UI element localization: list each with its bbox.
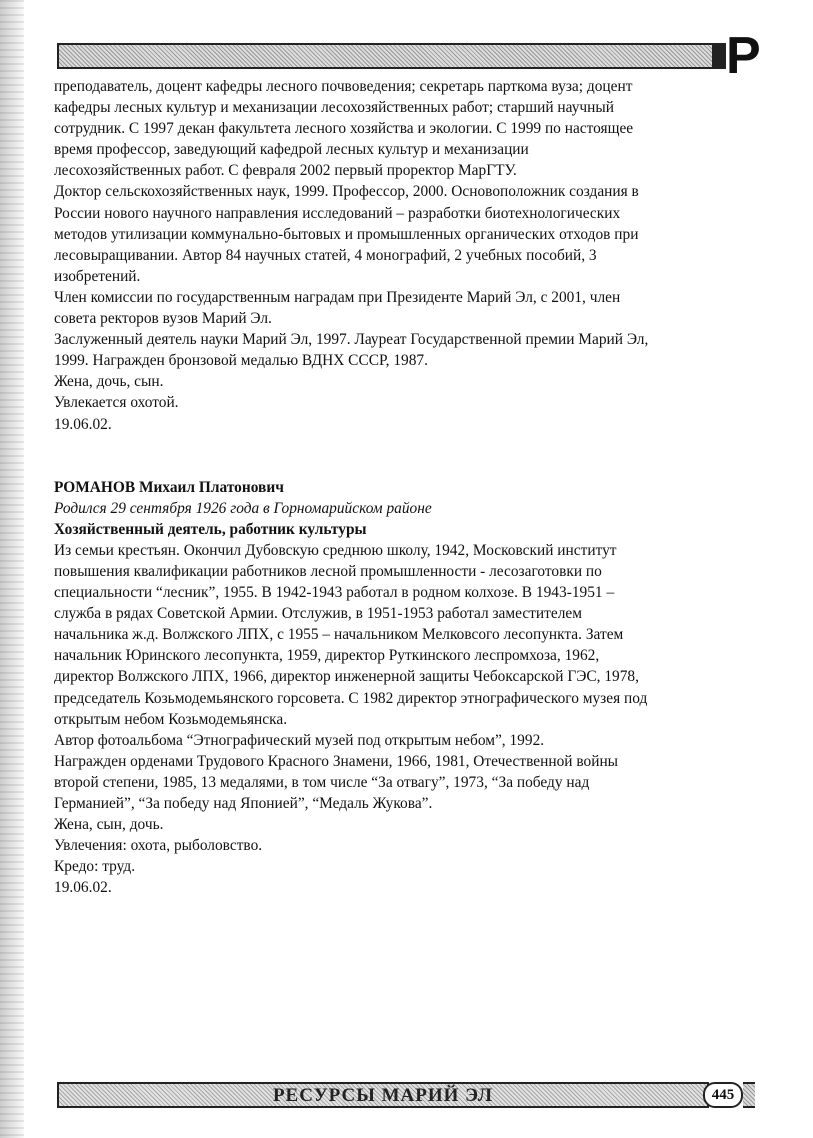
footer-band-cap — [743, 1082, 755, 1108]
entry-separator — [54, 456, 766, 477]
text-line: Жена, дочь, сын. — [54, 373, 164, 391]
text-line: Германией”, “За победу над Японией”, “Медаль Жукова”. — [54, 795, 433, 812]
text-line: открытым небом Козьмодемьянска. — [54, 710, 288, 728]
text-line: директор Волжского ЛПХ, 1966, директор инженерной защиты Чебоксарской ГЭС, 1978, — [54, 668, 639, 686]
text-line: совета ректоров вузов Марий Эл. — [54, 310, 272, 328]
text-line: методов утилизации коммунально-бытовых и промышленных органических отходов при — [54, 225, 639, 243]
text-line: Из семьи крестьян. Окончил Дубовскую среднюю школу, 1942, Московский институт — [54, 541, 617, 559]
text-line: председатель Козьмодемьянского горсовета. С 1982 директор этнографического музея под — [54, 689, 648, 707]
text-line: преподаватель, доцент кафедры лесного почвоведения; секретарь парткома вуза; доцент — [54, 78, 633, 95]
text-line: Доктор сельскохозяйственных наук, 1999. Профессор, 2000. Основоположник создания в — [54, 183, 639, 201]
text-line: второй степени, 1985, 13 медалями, в том числе “За отвагу”, 1973, “За победу над — [54, 773, 590, 791]
entry-separator — [54, 435, 766, 456]
header-band-cap — [712, 43, 726, 69]
text-line: Заслуженный деятель науки Марий Эл, 1997. Лауреат Государственной премии Марий Эл, — [54, 331, 649, 349]
text-line: повышения квалификации работников лесной промышленности - лесозаготовки по — [54, 562, 602, 580]
text-line: Жена, сын, дочь. — [54, 816, 164, 834]
text-line: лесохозяйственных работ. С февраля 2002 первый проректор МарГТУ. — [54, 162, 517, 180]
text-line: лесовыращивании. Автор 84 научных статей, 4 монографий, 2 учебных пособий, 3 — [54, 246, 597, 264]
text-line: начальника ж.д. Волжского ЛПХ, с 1955 – начальником Мелковсого лесопункта. Затем — [54, 626, 624, 644]
text-line: Увлечения: охота, рыболовство. — [54, 837, 263, 855]
text-line: 1999. Награжден бронзовой медалью ВДНХ СССР, 1987. — [54, 352, 428, 370]
text-line: изобретений. — [54, 267, 141, 285]
page-content — [54, 76, 766, 898]
entry-birth: Родился 29 сентября 1926 года в Горномарийском районе — [54, 499, 432, 517]
text-line: 19.06.02. — [54, 415, 112, 433]
header-decorative-band — [57, 43, 720, 69]
text-line: Автор фотоальбома “Этнографический музей под открытым небом”, 1992. — [54, 731, 545, 749]
text-line: Увлекается охотой. — [54, 394, 179, 412]
entry-name: РОМАНОВ Михаил Платонович — [54, 478, 284, 496]
scan-edge-shadow — [0, 0, 24, 1138]
text-line: время профессор, заведующий кафедрой лесных культур и механизации — [54, 141, 529, 159]
text-line: сотрудник. С 1997 декан факультета лесного хозяйства и экологии. С 1999 по настоящее — [54, 120, 634, 138]
footer-title: РЕСУРСЫ МАРИЙ ЭЛ — [272, 1085, 494, 1106]
text-line: Кредо: труд. — [54, 858, 136, 876]
text-line: специальности “лесник”, 1955. В 1942-1943 работал в родном колхозе. В 1943-1951 – — [54, 584, 615, 602]
text-line: Член комиссии по государственным наградам при Президенте Марий Эл, с 2001, член — [54, 288, 621, 306]
biography-entry — [54, 477, 766, 899]
text-line: начальник Юринского лесопункта, 1959, директор Руткинского леспромхоза, 1962, — [54, 647, 600, 665]
entry-occupation: Хозяйственный деятель, работник культуры — [54, 520, 367, 538]
text-line: Награжден орденами Трудового Красного Знамени, 1966, 1981, Отечественной войны — [54, 752, 619, 770]
text-line: служба в рядах Советской Армии. Отслужив, в 1951-1953 работал заместителем — [54, 605, 582, 623]
page-number: 445 — [703, 1082, 743, 1108]
previous-entry-continuation — [54, 76, 766, 435]
text-line: кафедры лесных культур и механизации лесохозяйственных работ; старший научный — [54, 99, 614, 117]
text-line: России нового научного направления исследований – разработки биотехнологических — [54, 204, 621, 222]
text-line: 19.06.02. — [54, 879, 112, 897]
section-letter: Р — [726, 27, 761, 85]
